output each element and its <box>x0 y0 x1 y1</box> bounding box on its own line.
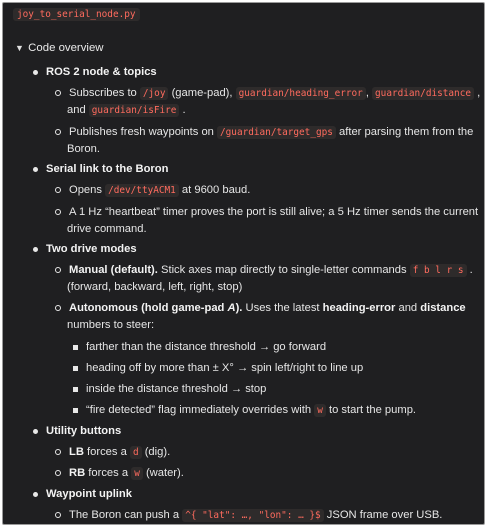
text: (dig). <box>141 446 171 458</box>
bullet-icon <box>55 449 61 455</box>
code-span: guardian/distance <box>372 87 474 100</box>
text: farther than the distance threshold → go forward <box>86 341 327 353</box>
text: . <box>466 264 473 276</box>
code-overview-toggle[interactable] <box>15 42 104 54</box>
drive-auto <box>55 302 466 314</box>
ros2-publishes-cont: Boron. <box>67 143 100 155</box>
text: forces a <box>85 467 132 479</box>
bullet-icon <box>73 387 78 392</box>
text: Opens <box>69 184 106 196</box>
text: Uses the latest <box>242 302 323 314</box>
code-span: d <box>130 446 142 459</box>
bullet-icon <box>55 267 61 273</box>
bullet-icon <box>33 429 38 434</box>
text: and <box>67 104 89 116</box>
text: inside the distance threshold → stop <box>86 383 267 395</box>
bullet-icon <box>33 247 38 252</box>
bullet-icon <box>55 305 61 311</box>
section-title: Utility buttons <box>46 425 122 437</box>
bullet-icon <box>55 187 61 193</box>
section-drive <box>33 243 137 255</box>
text: Autonomous (hold game-pad <box>69 302 228 314</box>
bullet-icon <box>55 129 61 135</box>
code-span: ^{ "lat": …, "lon": … }$ <box>182 509 323 522</box>
document-panel <box>2 2 485 525</box>
text: Subscribes to <box>69 87 140 99</box>
section-ros2 <box>33 66 157 78</box>
bullet-icon <box>55 209 61 215</box>
ros2-publishes <box>55 126 473 138</box>
text: (game-pad), <box>168 87 236 99</box>
code-span: /joy <box>140 87 169 100</box>
code-span: w <box>131 467 143 480</box>
auto-item <box>73 341 326 353</box>
section-serial <box>33 163 168 175</box>
section-uplink <box>33 488 132 500</box>
text: (water). <box>142 467 184 479</box>
ros2-subscribes <box>55 87 480 99</box>
serial-opens <box>55 184 250 196</box>
ros2-subscribes-cont <box>67 104 186 116</box>
text: distance <box>420 302 466 314</box>
auto-item <box>73 383 266 395</box>
serial-heartbeat <box>55 206 478 218</box>
section-title: Waypoint uplink <box>46 488 132 500</box>
bullet-icon <box>33 70 38 75</box>
text: . <box>179 104 186 116</box>
bullet-icon <box>73 345 78 350</box>
text: heading off by more than ± X° → spin left/right to line up <box>86 362 364 374</box>
text: after parsing them from the <box>335 126 474 138</box>
code-span: w <box>314 404 326 417</box>
text: ). <box>235 302 243 314</box>
text: heading-error <box>322 302 396 314</box>
code-span: guardian/heading_error <box>236 87 366 100</box>
bullet-icon <box>33 492 38 497</box>
section-title: Two drive modes <box>46 243 137 255</box>
text: Stick axes map directly to single-letter commands <box>157 264 410 276</box>
auto-item <box>73 404 416 416</box>
bullet-icon <box>55 512 61 518</box>
uplink-push <box>55 509 442 521</box>
text: A <box>227 302 236 314</box>
section-utility <box>33 425 121 437</box>
text: The Boron can push a <box>69 509 183 521</box>
text: at 9600 baud. <box>178 184 251 196</box>
code-span: f b l r s <box>410 264 467 277</box>
text: JSON frame over USB. <box>323 509 443 521</box>
utility-rb <box>55 467 184 479</box>
text: and <box>395 302 421 314</box>
code-span: guardian/isFire <box>89 104 180 117</box>
text: to start the pump. <box>325 404 417 416</box>
text: forces a <box>83 446 130 458</box>
text: LB <box>69 446 84 458</box>
drive-manual-cont: (forward, backward, left, right, stop) <box>67 281 243 293</box>
bullet-icon <box>73 408 78 413</box>
code-overview-label: Code overview <box>28 42 104 54</box>
section-title: Serial link to the Boron <box>46 163 169 175</box>
bullet-icon <box>55 470 61 476</box>
text: RB <box>69 467 86 479</box>
drive-manual <box>55 264 473 276</box>
text: “fire detected” flag immediately overrides with <box>86 404 315 416</box>
text: A 1 Hz “heartbeat” timer proves the port is still alive; a 5 Hz timer sends the current <box>69 206 479 218</box>
text: , <box>365 87 373 99</box>
section-title: ROS 2 node & topics <box>46 66 157 78</box>
code-span: /dev/ttyACM1 <box>105 184 179 197</box>
serial-heartbeat-cont: drive command. <box>67 223 147 235</box>
bullet-icon <box>33 167 38 172</box>
text: , <box>473 87 481 99</box>
bullet-icon <box>73 366 78 371</box>
bullet-icon <box>55 90 61 96</box>
text: Manual (default). <box>69 264 158 276</box>
utility-lb <box>55 446 170 458</box>
filename-code: joy_to_serial_node.py <box>13 8 140 21</box>
text: Publishes fresh waypoints on <box>69 126 218 138</box>
triangle-down-icon: ▼ <box>15 43 24 53</box>
drive-auto-cont: numbers to steer: <box>67 319 155 331</box>
auto-item <box>73 362 363 374</box>
code-span: /guardian/target_gps <box>217 126 336 139</box>
